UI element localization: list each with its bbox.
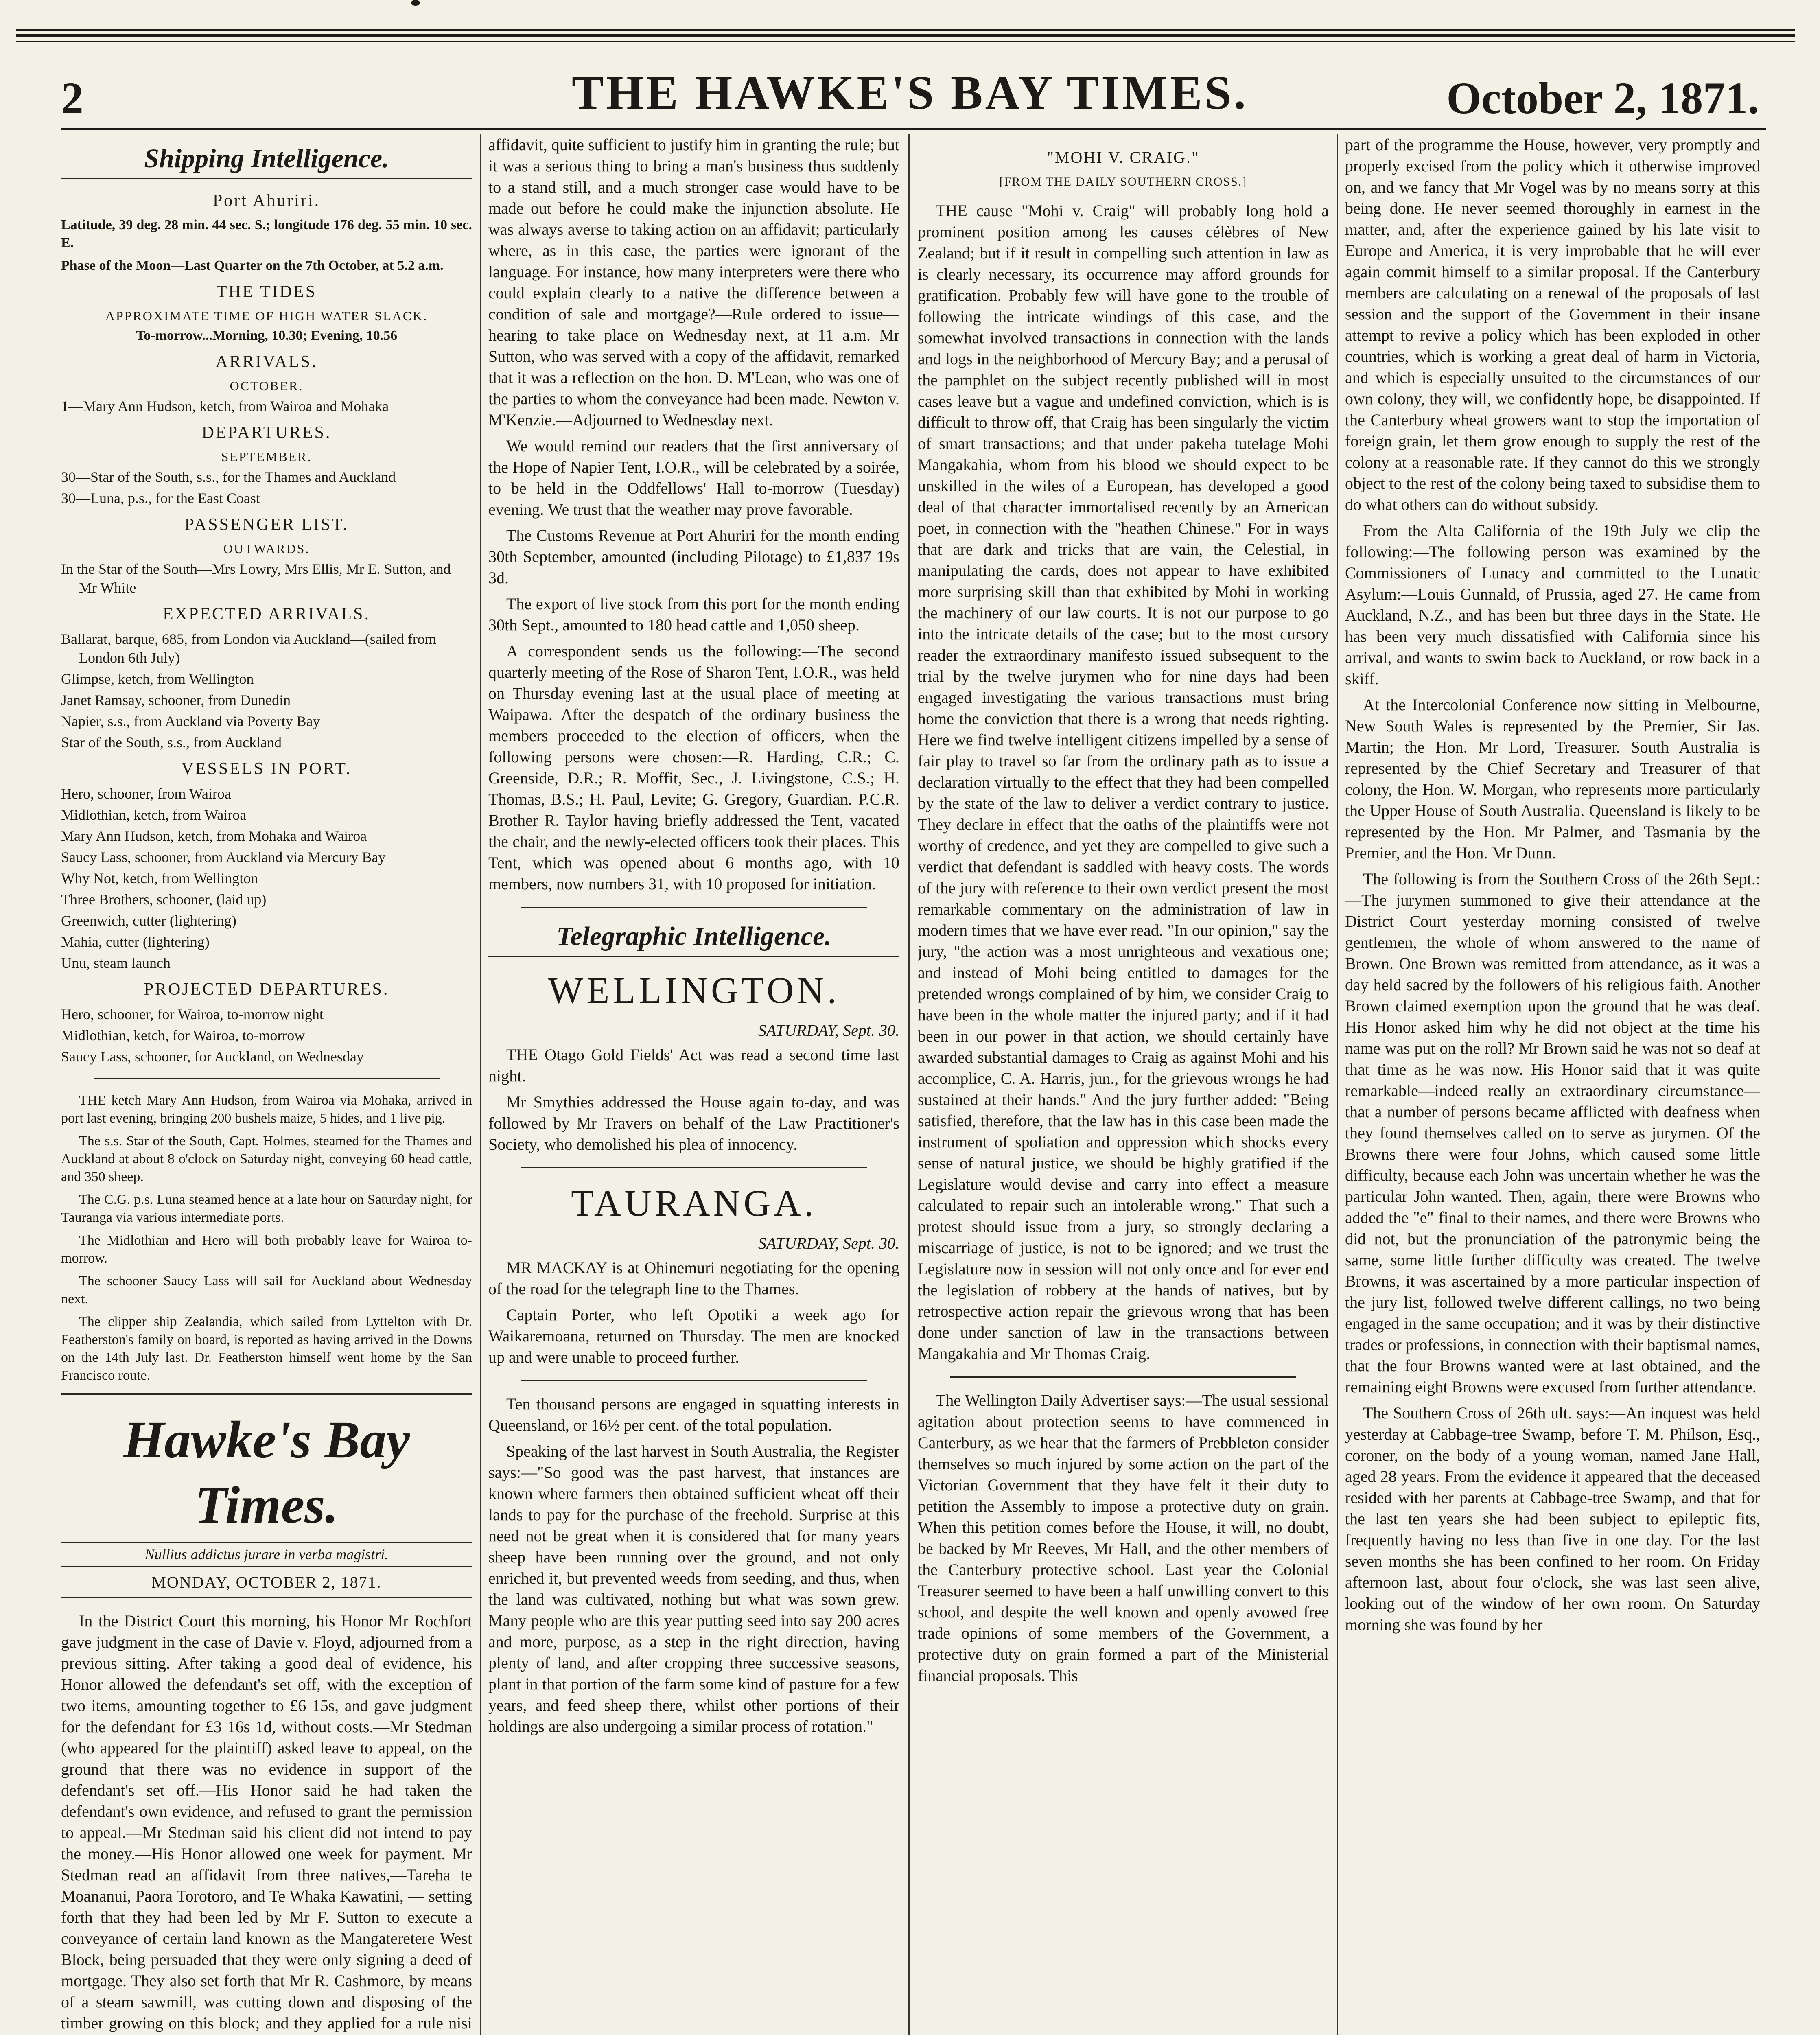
motto: Nullius addictus jurare in verba magistri. <box>61 1542 472 1567</box>
article-paragraph: Ten thousand persons are engaged in squatting interests in Queensland, or 16½ per cent. of the total population. <box>488 1395 899 1434</box>
list-item: Why Not, ketch, from Wellington <box>61 870 258 886</box>
telegram: MR MACKAY is at Ohinemuri negotiating for the opening of the road for the telegraph line to the Thames. <box>488 1258 899 1298</box>
column-3 <box>918 134 1329 2035</box>
shipping-note: The s.s. Star of the South, Capt. Holmes, steamed for the Thames and Auckland at about 8 o'clock on Saturday night, conveying 60 head cattle, and 350 sheep. <box>61 1133 472 1184</box>
list-item: Hero, schooner, from Wairoa <box>61 786 231 802</box>
top-rule <box>16 29 1795 31</box>
list-item: Saucy Lass, schooner, from Auckland via Mercury Bay <box>61 849 386 865</box>
expected-heading: EXPECTED ARRIVALS. <box>163 605 370 624</box>
list-item: Greenwich, cutter (lightering) <box>61 912 236 929</box>
list-item: Glimpse, ketch, from Wellington <box>61 671 254 687</box>
masthead <box>0 65 1820 126</box>
list-item: Napier, s.s., from Auckland via Poverty Bay <box>61 713 320 729</box>
issue-dateline: MONDAY, OCTOBER 2, 1871. <box>61 1572 472 1598</box>
divider <box>61 1393 472 1395</box>
shipping-note: The Midlothian and Hero will both probably leave for Wairoa to-morrow. <box>61 1233 472 1266</box>
page-number: 2 <box>61 73 83 123</box>
list-item: 30—Star of the South, s.s., for the Thames and Auckland <box>61 469 396 485</box>
shipping-note: The C.G. p.s. Luna steamed hence at a late hour on Saturday night, for Tauranga via various intermediate ports. <box>61 1192 472 1225</box>
list-item: Mary Ann Hudson, ketch, from Mohaka and Wairoa <box>61 828 367 844</box>
list-item: Midlothian, ketch, from Wairoa <box>61 807 247 823</box>
wellington-date: SATURDAY, Sept. 30. <box>758 1021 899 1039</box>
article-paragraph: Speaking of the last harvest in South Australia, the Register says:—"So good was the past harvest, that instances are known where farmers then obtained sufficient wheat off their lands to pay for the purchase of the freehold. Surprise at this need not be great when it is considered that for many years sheep have been running over the ground, and not only enriched it, but prevented weeds from seeding, and thus, when the land was cultivated, nothing but what was sown grew. Many people who are this year putting seed into say 200 acres and more, purpose, as a step in the right direction, having plenty of land, and after cropping three successive seasons, plant in that portion of the farm some kind of pasture for a few years, and feed sheep there, whilst other portions of their holdings are also undergoing a similar process of rotation." <box>488 1442 899 1735</box>
tides-subheading: APPROXIMATE TIME OF HIGH WATER SLACK. <box>105 309 428 323</box>
divider <box>521 907 867 908</box>
departures-month: SEPTEMBER. <box>221 449 312 464</box>
list-item: 30—Luna, p.s., for the East Coast <box>61 490 260 506</box>
list-item: Midlothian, ketch, for Wairoa, to-morrow <box>61 1027 305 1044</box>
article-paragraph: The following is from the Southern Cross of the 26th Sept.:—The jurymen summoned to give their attendance at the District Court yesterday morning consisted of twelve gentlemen, the whole of whom answered to the name of Brown. One Brown was remitted from attendance, as it was a day held sacred by the followers of his religious faith. Another Brown claimed exemption upon the ground that he was deaf. His Honor asked him why he did not object at the time his name was put on the roll? Mr Brown said he was not so deaf at that time as he was now. His Honor said that it was quite remarkable—indeed really an extraordinary circumstance—that a number of persons became afflicted with deafness when they found themselves called on to serve as jurymen. Of the Browns there were four Johns, which caused some little difficulty, because each John was uncertain whether he was the particular John wanted. Then, again, there were Browns who added the "e" final to their names, and there were Browns who did not, but the pronunciation of the patronymic being the same, some little further difficulty was created. The twelve Browns, it was ascertained by a more particular inspection of the jury list, followed twelve different callings, no two being engaged in the same occupation; and it was by their distinctive trades or professions, in connection with their baptismal names, that the four Browns wanted were at last obtained, and the remaining eight Browns were excused from further attendance. <box>1345 870 1760 1396</box>
list-item: Ballarat, barque, 685, from London via Auckland—(sailed from London 6th July) <box>61 631 436 666</box>
column-divider <box>480 134 481 2035</box>
telegraphic-heading: Telegraphic Intelligence. <box>488 920 899 957</box>
divider <box>94 1078 440 1079</box>
shipping-note: The schooner Saucy Lass will sail for Auckland about Wednesday next. <box>61 1274 472 1306</box>
article-paragraph: The Customs Revenue at Port Ahuriri for the month ending 30th September, amounted (including Pilotage) to £1,837 19s 3d. <box>488 526 899 587</box>
list-item: Janet Ramsay, schooner, from Dunedin <box>61 692 291 708</box>
list-item: Saucy Lass, schooner, for Auckland, on Wednesday <box>61 1048 364 1065</box>
arrivals-list <box>61 397 472 416</box>
shipping-heading: Shipping Intelligence. <box>61 142 472 179</box>
paper-title: Hawke's Bay Times. <box>123 1411 410 1534</box>
tauranga-heading: TAURANGA. <box>571 1182 817 1224</box>
telegram: Captain Porter, who left Opotiki a week ago for Waikaremoana, returned on Thursday. The men are knocked up and were unable to proceed further. <box>488 1306 899 1366</box>
tides-times: To-morrow...Morning, 10.30; Evening, 10.56 <box>136 328 398 343</box>
telegram: THE Otago Gold Fields' Act was read a second time last night. <box>488 1046 899 1085</box>
vessels-list <box>61 784 472 972</box>
article-paragraph: THE cause "Mohi v. Craig" will probably long hold a prominent position among les causes célèbres of New Zealand; but if it result in compelling such attention in law as is clearly necessary, its occurrence may afford grounds for gratification. Probably few will have gone to the trouble of following the intricate windings of this case, and the somewhat involved transactions in connection with the lands and logs in the neighborhood of Mercury Bay; and a perusal of the pamphlet on the subject recently published will in most cases leave but a vague and undefined conviction, which is is difficult to throw off, that Craig has been singularly the victim of smart transactions; and that under pakeha tutelage Mohi Mangakahia, whom from his blood we should expect to be unskilled in the wiles of a European, has developed a good deal of that character immortalised recently by an American poet, in connection with the "heathen Chinese." For in ways that are dark and tricks that are vain, the Celestial, in manipulating the cards, does not appear to have exhibited more surprising skill than that exhibited by Mohi in working the machinery of our law courts. It is not our purpose to go into the intricate details of the case; but to the most cursory reader the extraordinary manifesto issued subsequent to the trial by the twelve jurymen who for nine days had been engaged investigating the various transactions must bring home the conviction that there is a wrong that needs righting. Here we find twelve intelligent citizens impelled by a sense of fair play to travel so far from the ordinary path as to issue a declaration virtually to the effect that they had been compelled by the state of the law to deliver a verdict contrary to justice. They declare in effect that the oaths of the plaintiffs were not worthy of credence, and yet they are compelled to give such a verdict that defendant is saddled with heavy costs. The words of the jury with reference to their own verdict present the most remarkable commentary on the administration of law in modern times that we have ever read. "In our opinion," say the jury, "the action was a most unrighteous and vexatious one; and instead of Mohi being entitled to damages for the pretended wrongs complained of by him, we consider Craig to have been in the whole matter the injured party; and if it had been in our power in that action, we should certainly have awarded substantial damages to Craig as against Mohi and his accomplice, C. A. Harris, jun., for the grievous wrongs he had sustained at their hands." And the jury further added: "Being satisfied, therefore, that the law has in this case been made the instrument of spoliation and oppression which shocks every sense of natural justice, we should be highly gratified if the Legislature would devise and carry into effect a measure calculated to repair such an intolerable wrong." That such a protest should issue from a jury, so strongly declaring a miscarriage of justice, is not to be ignored; and we trust the Legislature now in session will not only once and for ever end the legislation of robbery at the hands of natives, but by retrospective action repair the grievous wrong that has been done under sanction of law in the transactions between Mangakahia and Mr Thomas Craig. <box>918 201 1329 1363</box>
passenger-subheading: OUTWARDS. <box>223 541 310 556</box>
arrivals-heading: ARRIVALS. <box>215 352 318 371</box>
passenger-heading: PASSENGER LIST. <box>184 515 349 534</box>
shipping-note: THE ketch Mary Ann Hudson, from Wairoa via Mohaka, arrived in port last evening, bringing 200 bushels maize, 5 hides, and 1 live pig. <box>61 1093 472 1126</box>
article-paragraph: A correspondent sends us the following:—The second quarterly meeting of the Rose of Sharon Tent, I.O.R., was held on Thursday evening last at the usual place of meeting at Waipawa. After the despatch of the ordinary business the members proceeded to the election of officers, when the following persons were chosen:—R. Harding, C.R.; C. Greenside, D.R.; R. Moffit, Sec., J. Livingstone, C.S.; H. Thomas, B.S.; H. Paul, Levite; G. Gregory, Guardian. P.C.R. Brother R. Taylor having briefly addressed the Tent, vacated the chair, and the newly-elected officers took their places. This Tent, which was opened about 6 months ago, with 10 members, now numbers 31, with 10 proposed for initiation. <box>488 642 899 893</box>
projected-heading: PROJECTED DEPARTURES. <box>144 980 389 999</box>
projected-list <box>61 1005 472 1066</box>
article-source: [FROM THE DAILY SOUTHERN CROSS.] <box>999 175 1247 188</box>
arrivals-month: OCTOBER. <box>230 379 304 393</box>
article-paragraph: From the Alta California of the 19th July we clip the following:—The following person was examined by the Commissioners of Lunacy and committed to the Lunatic Asylum:—Louis Gunnald, of Prussia, aged 27. He came from Auckland, N.Z., and has been but three days in the State. He has been very much dissatisfied with California since his arrival, and wants to swim back to Auckland, or row back in a skiff. <box>1345 521 1760 688</box>
list-item: Mahia, cutter (lightering) <box>61 934 210 950</box>
list-item: 1—Mary Ann Hudson, ketch, from Wairoa and Mohaka <box>61 398 389 414</box>
list-item: Star of the South, s.s., from Auckland <box>61 734 282 751</box>
divider <box>521 1380 867 1381</box>
top-rule <box>16 41 1795 42</box>
departures-heading: DEPARTURES. <box>201 423 332 442</box>
lat-long: Latitude, 39 deg. 28 min. 44 sec. S.; longitude 176 deg. 55 min. 10 sec. E. <box>61 217 472 250</box>
column-4 <box>1345 134 1760 2035</box>
telegram: Mr Smythies addressed the House again to-day, and was followed by Mr Travers on behalf of the Law Practitioner's Society, who demolished his plea of innocency. <box>488 1093 899 1153</box>
moon-phase: Phase of the Moon—Last Quarter on the 7th October, at 5.2 a.m. <box>61 258 444 273</box>
column-2 <box>488 134 899 2035</box>
tides-heading: THE TIDES <box>216 282 317 301</box>
article-paragraph: We would remind our readers that the first anniversary of the Hope of Napier Tent, I.O.R., will be celebrated by a soirée, to be held in the Oddfellows' Hall to-morrow (Tuesday) evening. We trust that the weather may prove favorable. <box>488 437 899 519</box>
divider <box>950 1376 1296 1378</box>
departures-list <box>61 468 472 508</box>
article-paragraph: The Wellington Daily Advertiser says:—The usual sessional agitation about protection seems to have commenced in Canterbury, as we hear that the farmers of Prebbleton consider themselves so much injured by some action on the part of the Victorian Government that they have felt it their duty to petition the Assembly to impose a protective duty on grain. When this petition comes before the House, it will, no doubt, be backed by Mr Reeves, Mr Hall, and the other members of the Canterbury protective school. Last year the Colonial Treasurer seemed to have been a half unwilling convert to this school, and despite the well known and openly avowed free trade opinions of some members of the Government, a protective duty on grain formed a part of the Ministerial financial proposals. This <box>918 1391 1329 1685</box>
port-name: Port Ahuriri. <box>212 191 321 210</box>
expected-list <box>61 630 472 752</box>
list-item: Three Brothers, schooner, (laid up) <box>61 891 267 908</box>
passenger-list <box>61 560 472 597</box>
article-paragraph: The export of live stock from this port for the month ending 30th Sept., amounted to 180 head cattle and 1,050 sheep. <box>488 595 899 634</box>
article-paragraph: At the Intercolonial Conference now sitting in Melbourne, New South Wales is represented by the Premier, Sir Jas. Martin; the Hon. Mr Lord, Treasurer. South Australia is represented by the Chief Secretary and Treasurer of that colony, the Hon. W. Morgan, who represents more particularly the Upper House of South Australia. Queensland is likely to be represented by the Hon. Mr Palmer, and Tasmania by the Premier, and the Hon. Mr Dunn. <box>1345 696 1760 862</box>
article-paragraph: part of the programme the House, however, very promptly and properly excised from the policy which it otherwise improved on, and we fancy that Mr Vogel was by no means sorry at this being done. He never seemed thoroughly in earnest in the matter, and, after the experience gained by his late visit to Europe and America, it is very improbable that he will ever again commit himself to a similar proposal. If the Canterbury members are calculating on a renewal of the proposals of last session and the support of the Government in their insane attempt to revive a policy which has been exploded in other countries, which is working a great deal of harm in Victoria, and which is especially unsuited to the circumstances of our own colony, they will, we confidently hope, be disappointed. If the Canterbury wheat growers want to stop the importation of foreign grain, let them grow enough to supply the rest of the colony at a reasonable rate. If they cannot do this we strongly object to the rest of the colony being taxed to subsidise them to do what others can do without subsidy. <box>1345 136 1760 514</box>
vessels-heading: VESSELS IN PORT. <box>181 759 352 778</box>
top-rule <box>16 34 1795 37</box>
issue-date: October 2, 1871. <box>1446 73 1759 123</box>
list-item: Hero, schooner, for Wairoa, to-morrow night <box>61 1006 324 1022</box>
divider <box>521 1167 867 1168</box>
wellington-heading: WELLINGTON. <box>548 969 840 1011</box>
masthead-rule <box>61 128 1766 130</box>
article-title: "MOHI V. CRAIG." <box>1047 148 1200 166</box>
tauranga-date: SATURDAY, Sept. 30. <box>758 1234 899 1252</box>
paper-name: THE HAWKE'S BAY TIMES. <box>571 66 1249 119</box>
column-divider <box>1337 134 1338 2035</box>
column-1 <box>61 134 472 2035</box>
list-item: In the Star of the South—Mrs Lowry, Mrs Ellis, Mr E. Sutton, and Mr White <box>61 561 451 596</box>
leader-article: In the District Court this morning, his Honor Mr Rochfort gave judgment in the case of Davie v. Floyd, adjourned from a previous sitting. After taking a good deal of evidence, his Honor allowed the defendant's set off, with the exception of two items, amounting together to £6 15s, and gave judgment for the defendant for £3 16s 1d, without costs.—Mr Stedman (who appeared for the plaintiff) asked leave to appeal, on the ground that there was no evidence in support of the defendant's set off.—His Honor said he had taken the defendant's own evidence, and refused to grant the permission to appeal.—Mr Stedman said his client did not intend to pay the money.—His Honor allowed one week for payment. Mr Stedman read an affidavit from three natives,—Tareha te Moananui, Paora Torotoro, and Te Whaka Kawatini, — setting forth that they had been led by Mr F. Sutton to execute a conveyance of certain land known as the Mangateretere West Block, being persuaded that they were only signing a deed of mortgage. They also set forth that Mr R. Cashmore, by means of a steam sawmill, was cutting down and disposing of the timber growing on this block; and they applied for a rule nisi <box>61 1612 472 2032</box>
list-item: Unu, steam launch <box>61 955 171 971</box>
ink-dot <box>411 0 420 6</box>
article-paragraph: affidavit, quite sufficient to justify him in granting the rule; but it was a serious thing to bring a man's business thus suddenly to a stand still, and a much stronger case would have to be made out before he could make the injunction absolute. He was always averse to taking action on an affidavit; particularly where, as in this case, the parties were ignorant of the language. For instance, how many interpreters were there who could explain clearly to a native the difference between a condition of sale and mortgage?—Rule ordered to issue—hearing to take place on Wednesday next, at 11 a.m. Mr Sutton, who was served with a copy of the affidavit, remarked that it was a reflection on the hon. D. M'Lean, who was one of the parties to whom the conveyance had been made. Newton v. M'Kenzie.—Adjourned to Wednesday next. <box>488 136 899 429</box>
column-divider <box>908 134 910 2035</box>
shipping-note: The clipper ship Zealandia, which sailed from Lyttelton with Dr. Featherston's family on board, is reported as having arrived in the Downs on the 14th July last. Dr. Featherston himself went home by the San Francisco route. <box>61 1314 472 1383</box>
article-paragraph: The Southern Cross of 26th ult. says:—An inquest was held yesterday at Cabbage-tree Swamp, before T. M. Philson, Esq., coroner, on the body of a young woman, named Jane Hall, aged 28 years. From the evidence it appeared that the deceased resided with her parents at Cabbage-tree Swamp, and that for the last ten years she had been subject to epileptic fits, frequently having no less than five in one day. For the last seven months she has been confined to her room. On Friday afternoon last, about four o'clock, she was last seen alive, looking out of the window of her own room. On Saturday morning she was found by her <box>1345 1404 1760 1634</box>
